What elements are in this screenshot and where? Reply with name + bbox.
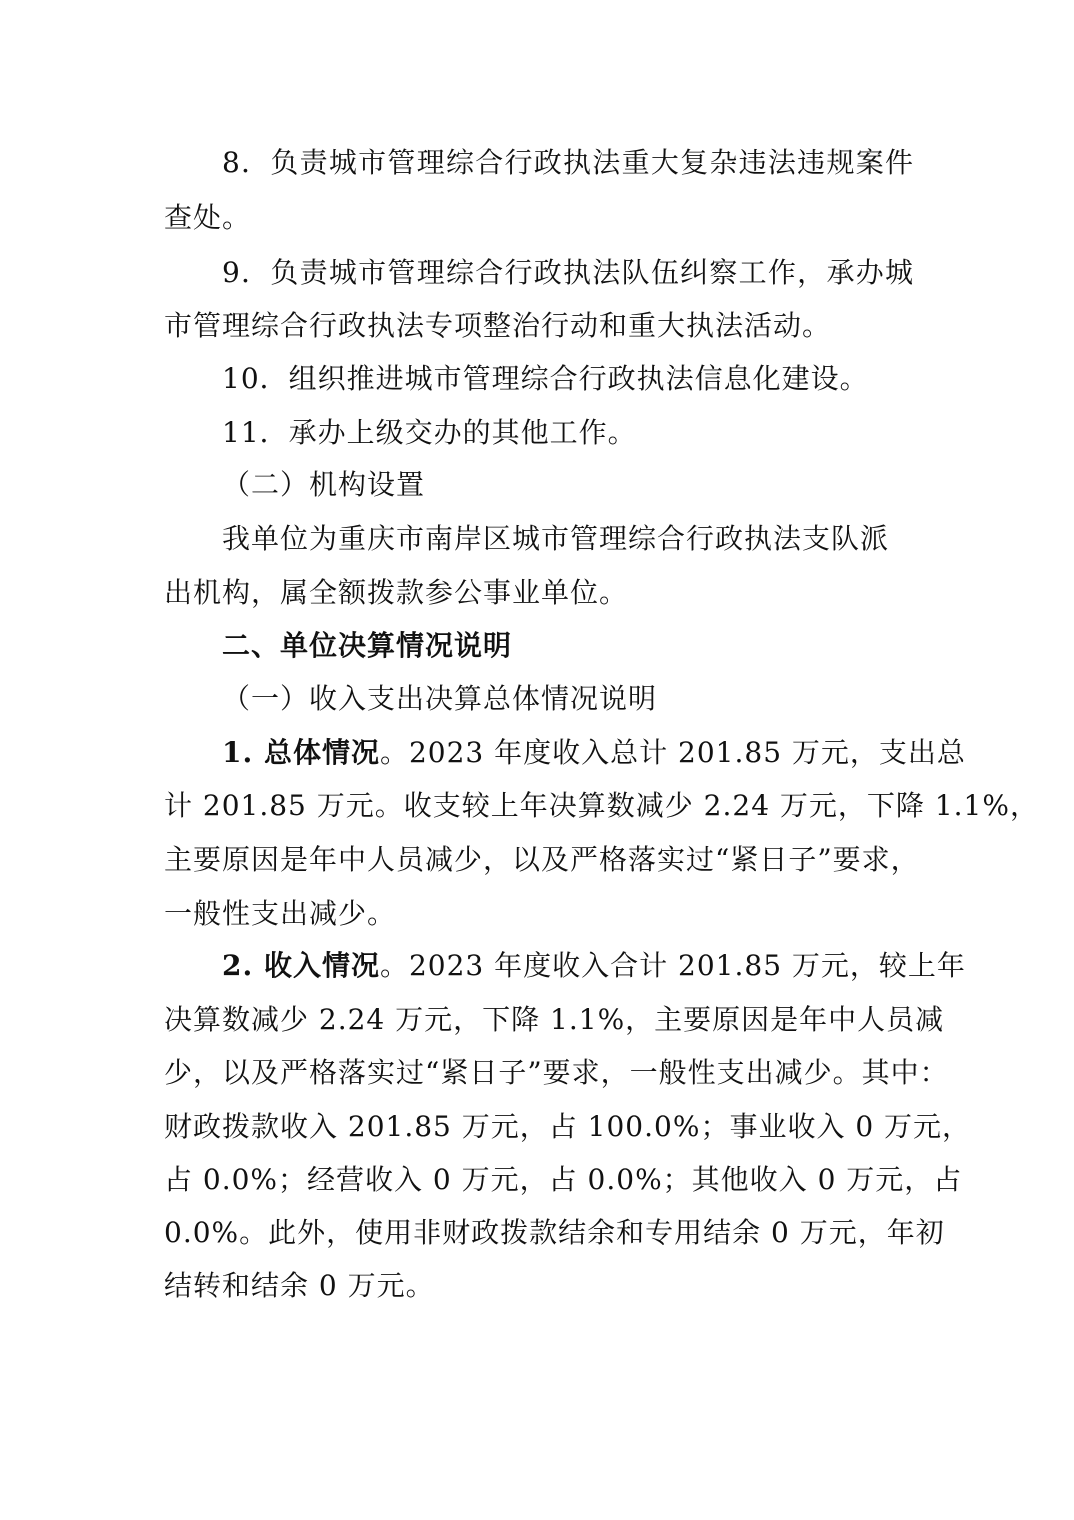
income-line-6: 0.0%。此外，使用非财政拨款结余和专用结余 0 万元，年初 [164,1216,945,1249]
overall-line-3: 主要原因是年中人员减少，以及严格落实过“紧日子”要求， [164,843,920,876]
duty-item-9-line-1: 9．负责城市管理综合行政执法队伍纠察工作，承办城 [222,256,914,289]
overall-line-1-rest: 。2023 年度收入总计 201.85 万元，支出总 [379,736,966,769]
section-2-heading: 二、单位决算情况说明 [222,629,513,662]
income-line-3: 少，以及严格落实过“紧日子”要求，一般性支出减少。其中： [164,1056,949,1089]
duty-item-10: 10．组织推进城市管理综合行政执法信息化建设。 [222,362,869,395]
income-line-7: 结转和结余 0 万元。 [164,1269,435,1302]
overall-lead: 1. 总体情况 [222,736,380,769]
income-lead: 2. 收入情况 [222,949,380,982]
duty-item-11: 11．承办上级交办的其他工作。 [222,416,637,449]
duty-item-9-line-2: 市管理综合行政执法专项整治行动和重大执法活动。 [164,309,832,342]
income-line-1-rest: 。2023 年度收入合计 201.85 万元，较上年 [379,949,966,982]
org-setup-heading: （二）机构设置 [222,468,426,501]
overall-line-4: 一般性支出减少。 [164,897,397,930]
overall-line-1 [222,733,966,773]
income-line-1 [222,946,966,986]
income-line-4: 财政拨款收入 201.85 万元，占 100.0%；事业收入 0 万元， [164,1110,972,1143]
org-setup-line-1: 我单位为重庆市南岸区城市管理综合行政执法支队派 [222,522,890,555]
duty-item-8-line-1: 8．负责城市管理综合行政执法重大复杂违法违规案件 [222,146,914,179]
income-line-5: 占 0.0%；经营收入 0 万元，占 0.0%；其他收入 0 万元，占 [164,1163,963,1196]
income-line-2: 决算数减少 2.24 万元，下降 1.1%，主要原因是年中人员减 [164,1003,945,1036]
duty-item-8-line-2: 查处。 [164,201,252,234]
section-2-subheading: （一）收入支出决算总体情况说明 [222,682,658,715]
org-setup-line-2: 出机构，属全额拨款参公事业单位。 [164,576,629,609]
overall-line-2: 计 201.85 万元。收支较上年决算数减少 2.24 万元，下降 1.1%， [164,789,1039,822]
